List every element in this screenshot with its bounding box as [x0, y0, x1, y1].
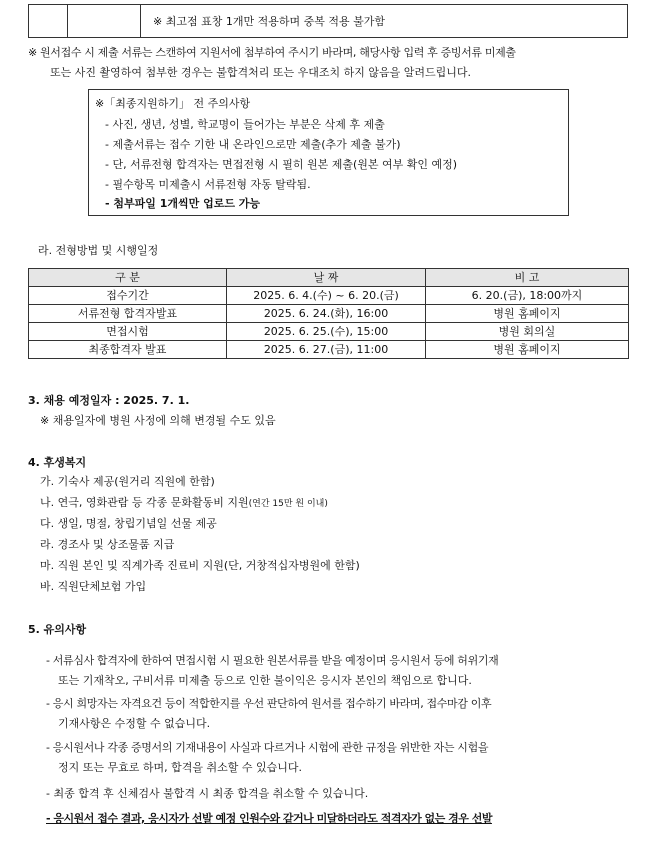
- table-cell: [29, 5, 68, 37]
- table-row: [29, 287, 629, 305]
- table-cell: [67, 5, 141, 37]
- caution-item: - 필수항목 미제출시 서류전형 자동 탈락됨.: [105, 178, 311, 191]
- column-header: 구 분: [29, 269, 227, 287]
- caution-box: [88, 89, 569, 216]
- table-cell: 최종합격자 발표: [29, 341, 227, 359]
- welfare-item: 마. 직원 본인 및 직계가족 진료비 지원(단, 거창적십자병원에 한함): [40, 559, 360, 572]
- section-3-title: 3. 채용 예정일자 : 2025. 7. 1.: [28, 394, 190, 407]
- table-row: [29, 341, 629, 359]
- welfare-item: 다. 생일, 명절, 창립기념일 선물 제공: [40, 517, 217, 530]
- caution-item: - 사진, 생년, 성별, 학교명이 들어가는 부분은 삭제 후 제출: [105, 118, 385, 131]
- section-3-note: ※ 채용일자에 병원 사정에 의해 변경될 수도 있음: [40, 414, 276, 427]
- caution-item: - 단, 서류전형 합격자는 면접전형 시 필히 원본 제출(원본 여부 확인 예정): [105, 158, 458, 171]
- section-4-title: 4. 후생복지: [28, 456, 87, 469]
- caution-item-bold: - 첨부파일 1개씩만 업로드 가능: [105, 197, 261, 210]
- column-header: 날 짜: [227, 269, 426, 287]
- table-cell: 병원 홈페이지: [426, 341, 629, 359]
- caution-paragraph-2: - 응시 희망자는 자격요건 등이 적합한지를 우선 판단하여 원서를 접수하기 바라며, 접수마감 이후: [46, 697, 492, 710]
- table-row: [29, 305, 629, 323]
- welfare-item: 바. 직원단체보험 가입: [40, 580, 147, 593]
- table-cell: 2025. 6. 27.(금), 11:00: [227, 341, 426, 359]
- top-note: ※ 최고점 표창 1개만 적용하며 중복 적용 불가함: [153, 15, 385, 28]
- caution-paragraph-5: - 응시원서 접수 결과, 응시자가 선발 예정 인원수와 같거나 미달하더라도 적격자가 없는 경우 선발: [46, 812, 492, 825]
- caution-title: ※「최종지원하기」 전 주의사항: [95, 97, 251, 110]
- notice-line-2: 또는 사진 촬영하여 첨부한 경우는 불합격처리 또는 우대조치 하지 않음을 알려드립니다.: [50, 66, 471, 79]
- table-cell: 2025. 6. 4.(수) ~ 6. 20.(금): [227, 287, 426, 305]
- welfare-item: 나. 연극, 영화관람 등 각종 문화활동비 지원(연간 15만 원 이내): [40, 496, 328, 509]
- welfare-item-suffix: (연간 15만 원 이내): [248, 499, 328, 509]
- table-cell: 2025. 6. 25.(수), 15:00: [227, 323, 426, 341]
- caution-item: - 제출서류는 접수 기한 내 온라인으로만 제출(추가 제출 불가): [105, 138, 401, 151]
- caution-paragraph-4: - 최종 합격 후 신체검사 불합격 시 최종 합격을 취소할 수 있습니다.: [46, 787, 369, 800]
- table-cell: 접수기간: [29, 287, 227, 305]
- caution-paragraph-1: - 서류심사 합격자에 한하여 면접시험 시 필요한 원본서류를 받을 예정이며 응시원서 등에 허위기재: [46, 654, 499, 667]
- schedule-table: [28, 268, 629, 359]
- previous-table-fragment: [28, 4, 628, 38]
- schedule-heading: 라. 전형방법 및 시행일정: [38, 244, 159, 257]
- notice-line-1: ※ 원서접수 시 제출 서류는 스캔하여 지원서에 첨부하여 주시기 바라며, 해당사항 입력 후 증빙서류 미제출: [28, 46, 516, 59]
- table-cell: 서류전형 합격자발표: [29, 305, 227, 323]
- column-header: 비 고: [426, 269, 629, 287]
- caution-paragraph-2-cont: 기재사항은 수정할 수 없습니다.: [58, 717, 211, 730]
- welfare-item: 가. 기숙사 제공(원거리 직원에 한함): [40, 475, 215, 488]
- caution-paragraph-3: - 응시원서나 각종 증명서의 기재내용이 사실과 다르거나 시험에 관한 규정을 위반한 자는 시험을: [46, 741, 489, 754]
- caution-paragraph-1-cont: 또는 기재착오, 구비서류 미제출 등으로 인한 불이익은 응시자 본인의 책임으로 합니다.: [58, 674, 472, 687]
- table-cell: 6. 20.(금), 18:00까지: [426, 287, 629, 305]
- table-cell: 병원 회의실: [426, 323, 629, 341]
- table-cell: 병원 홈페이지: [426, 305, 629, 323]
- section-5-title: 5. 유의사항: [28, 623, 87, 636]
- table-cell: 면접시험: [29, 323, 227, 341]
- table-header-row: [29, 269, 629, 287]
- caution-paragraph-3-cont: 정지 또는 무효로 하며, 합격을 취소할 수 있습니다.: [58, 761, 302, 774]
- table-row: [29, 323, 629, 341]
- welfare-item: 라. 경조사 및 상조물품 지급: [40, 538, 175, 551]
- table-cell: 2025. 6. 24.(화), 16:00: [227, 305, 426, 323]
